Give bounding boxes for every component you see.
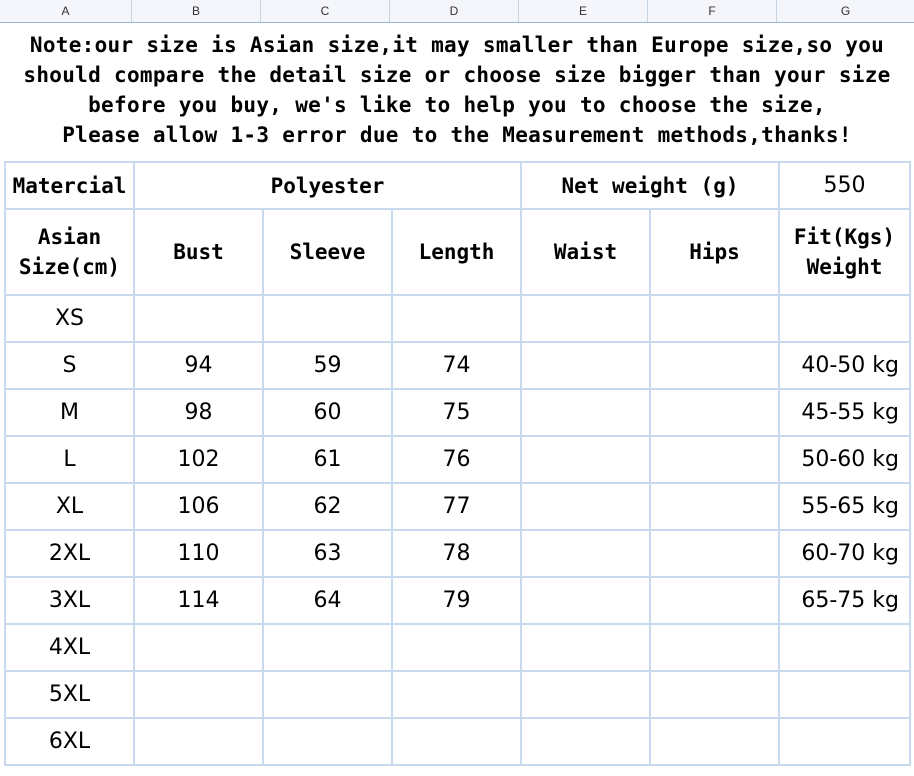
length-cell[interactable]: 79 xyxy=(392,577,521,624)
sleeve-cell[interactable]: 64 xyxy=(263,577,392,624)
hips-cell[interactable] xyxy=(650,436,779,483)
size-chart-table xyxy=(4,161,911,766)
bust-cell[interactable]: 102 xyxy=(134,436,263,483)
length-cell[interactable]: 77 xyxy=(392,483,521,530)
fit-weight-cell[interactable]: 60-70 kg xyxy=(779,530,910,577)
column-header-d[interactable]: D xyxy=(390,0,519,22)
length-header[interactable]: Length xyxy=(392,209,521,295)
column-header-a[interactable]: A xyxy=(0,0,132,22)
waist-cell[interactable] xyxy=(521,483,650,530)
column-header-e[interactable]: E xyxy=(519,0,648,22)
hips-cell[interactable] xyxy=(650,671,779,718)
hips-cell[interactable] xyxy=(650,624,779,671)
hips-cell[interactable] xyxy=(650,530,779,577)
sleeve-cell[interactable]: 61 xyxy=(263,436,392,483)
fit-weight-header[interactable]: Fit(Kgs) Weight xyxy=(779,209,910,295)
size-cell[interactable]: XL xyxy=(5,483,134,530)
length-cell[interactable] xyxy=(392,671,521,718)
column-header-b[interactable]: B xyxy=(132,0,261,22)
column-header-bar xyxy=(0,0,914,23)
size-note[interactable] xyxy=(4,22,910,158)
length-cell[interactable] xyxy=(392,295,521,342)
bust-cell[interactable] xyxy=(134,624,263,671)
material-value-cell[interactable]: Polyester xyxy=(134,162,521,209)
bust-cell[interactable] xyxy=(134,295,263,342)
sleeve-cell[interactable] xyxy=(263,671,392,718)
hips-cell[interactable] xyxy=(650,342,779,389)
size-cell[interactable]: 2XL xyxy=(5,530,134,577)
bust-cell[interactable] xyxy=(134,718,263,765)
length-cell[interactable]: 78 xyxy=(392,530,521,577)
size-cell[interactable]: XS xyxy=(5,295,134,342)
note-line-4: Please allow 1-3 error due to the Measurement methods,thanks! xyxy=(62,123,852,147)
waist-cell[interactable] xyxy=(521,295,650,342)
waist-cell[interactable] xyxy=(521,389,650,436)
fit-weight-cell[interactable]: 55-65 kg xyxy=(779,483,910,530)
column-header-c[interactable]: C xyxy=(261,0,390,22)
table-row xyxy=(5,295,910,342)
bust-cell[interactable]: 106 xyxy=(134,483,263,530)
size-cell[interactable]: 6XL xyxy=(5,718,134,765)
fit-weight-cell[interactable]: 40-50 kg xyxy=(779,342,910,389)
length-cell[interactable]: 76 xyxy=(392,436,521,483)
bust-cell[interactable]: 98 xyxy=(134,389,263,436)
hips-cell[interactable] xyxy=(650,483,779,530)
fit-weight-cell[interactable]: 50-60 kg xyxy=(779,436,910,483)
hips-cell[interactable] xyxy=(650,295,779,342)
waist-cell[interactable] xyxy=(521,718,650,765)
bust-cell[interactable]: 110 xyxy=(134,530,263,577)
material-row xyxy=(5,162,910,209)
table-row xyxy=(5,436,910,483)
sleeve-cell[interactable]: 60 xyxy=(263,389,392,436)
size-cell[interactable]: 5XL xyxy=(5,671,134,718)
table-row xyxy=(5,624,910,671)
note-line-1: Note:our size is Asian size,it may smaller than Europe size,so you xyxy=(29,33,885,57)
table-row xyxy=(5,530,910,577)
table-row xyxy=(5,389,910,436)
table-row xyxy=(5,483,910,530)
bust-header[interactable]: Bust xyxy=(134,209,263,295)
fit-weight-cell[interactable] xyxy=(779,718,910,765)
column-header-f[interactable]: F xyxy=(648,0,777,22)
sleeve-cell[interactable]: 59 xyxy=(263,342,392,389)
size-cell[interactable]: S xyxy=(5,342,134,389)
waist-cell[interactable] xyxy=(521,530,650,577)
waist-cell[interactable] xyxy=(521,436,650,483)
waist-cell[interactable] xyxy=(521,624,650,671)
material-label-cell[interactable]: Matercial xyxy=(5,162,134,209)
table-row xyxy=(5,718,910,765)
hips-header[interactable]: Hips xyxy=(650,209,779,295)
fit-weight-cell[interactable]: 65-75 kg xyxy=(779,577,910,624)
fit-weight-cell[interactable] xyxy=(779,671,910,718)
sleeve-cell[interactable] xyxy=(263,718,392,765)
fit-weight-cell[interactable] xyxy=(779,295,910,342)
length-cell[interactable] xyxy=(392,718,521,765)
waist-cell[interactable] xyxy=(521,577,650,624)
bust-cell[interactable]: 94 xyxy=(134,342,263,389)
hips-cell[interactable] xyxy=(650,389,779,436)
length-cell[interactable]: 74 xyxy=(392,342,521,389)
length-cell[interactable]: 75 xyxy=(392,389,521,436)
sleeve-cell[interactable]: 63 xyxy=(263,530,392,577)
table-row xyxy=(5,342,910,389)
header-row xyxy=(5,209,910,295)
size-cell[interactable]: 4XL xyxy=(5,624,134,671)
note-line-2: should compare the detail size or choose size bigger than your size xyxy=(23,63,891,87)
column-header-g[interactable]: G xyxy=(840,4,851,18)
waist-cell[interactable] xyxy=(521,342,650,389)
sleeve-cell[interactable] xyxy=(263,295,392,342)
length-cell[interactable] xyxy=(392,624,521,671)
hips-cell[interactable] xyxy=(650,718,779,765)
size-cell[interactable]: L xyxy=(5,436,134,483)
waist-header[interactable]: Waist xyxy=(521,209,650,295)
net-weight-value-cell[interactable]: 550 xyxy=(779,162,910,209)
waist-cell[interactable] xyxy=(521,671,650,718)
bust-cell[interactable] xyxy=(134,671,263,718)
table-row xyxy=(5,671,910,718)
asian-size-header[interactable]: Asian Size(cm) xyxy=(5,209,134,295)
sleeve-header[interactable]: Sleeve xyxy=(263,209,392,295)
size-cell[interactable]: M xyxy=(5,389,134,436)
bust-cell[interactable]: 114 xyxy=(134,577,263,624)
table-row xyxy=(5,577,910,624)
fit-weight-cell[interactable] xyxy=(779,624,910,671)
net-weight-label-cell[interactable]: Net weight (g) xyxy=(521,162,779,209)
sleeve-cell[interactable]: 62 xyxy=(263,483,392,530)
size-cell[interactable]: 3XL xyxy=(5,577,134,624)
fit-weight-cell[interactable]: 45-55 kg xyxy=(779,389,910,436)
note-line-3: before you buy, we's like to help you to choose the size, xyxy=(88,93,826,117)
sleeve-cell[interactable] xyxy=(263,624,392,671)
hips-cell[interactable] xyxy=(650,577,779,624)
